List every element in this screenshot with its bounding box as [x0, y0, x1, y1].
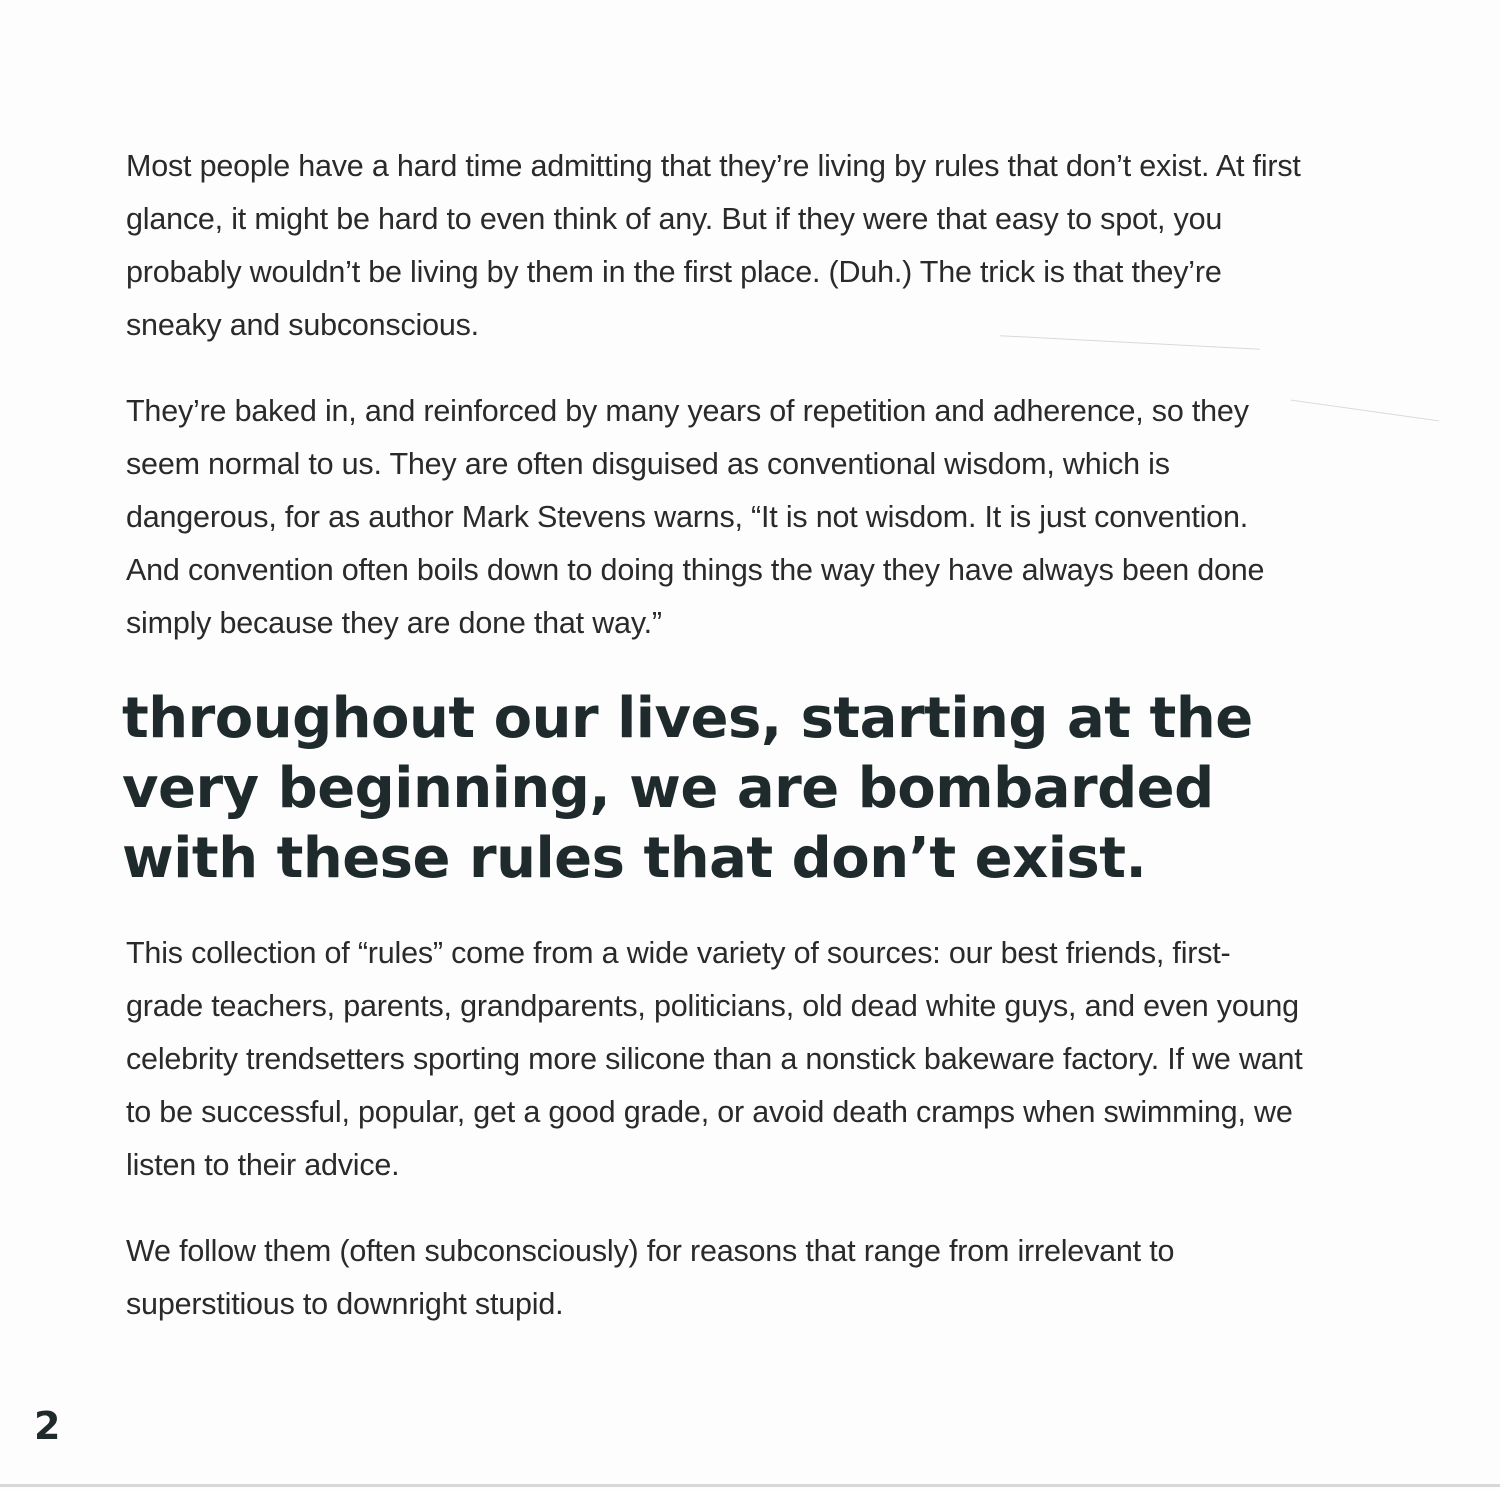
page-edge [0, 1484, 1500, 1487]
pull-quote: throughout our lives, starting at the very beginning, we are bombarded with these rules that don’t exist. [122, 686, 1253, 891]
page-number: 2 [34, 1404, 61, 1448]
body-paragraph-2: They’re baked in, and reinforced by many years of repetition and adherence, so they seem normal to us. They are often disguised as conventional wisdom, which is dangerous, for as author Mark Stevens warns, “It is not wisdom. It is just convention. And convention often boils down to doing things the way they have always been done simply because they are done that way.” [126, 394, 1265, 640]
body-paragraph-4: We follow them (often subconsciously) for reasons that range from irrelevant to superstitious to downright stupid. [126, 1234, 1175, 1321]
body-paragraph-3: This collection of “rules” come from a wide variety of sources: our best friends, first-grade teachers, parents, grandparents, politicians, old dead white guys, and even young celebrity trendsetters sporting more silicone than a nonstick bakeware factory. If we want to be successful, popular, get a good grade, or avoid death cramps when swimming, we listen to their advice. [126, 936, 1303, 1182]
body-paragraph-1: Most people have a hard time admitting that they’re living by rules that don’t exist. At first glance, it might be hard to even think of any. But if they were that easy to spot, you probably wouldn’t be living by them in the first place. (Duh.) The trick is that they’re sneaky and subconscious. [126, 149, 1301, 342]
scan-artifact [1291, 400, 1440, 422]
